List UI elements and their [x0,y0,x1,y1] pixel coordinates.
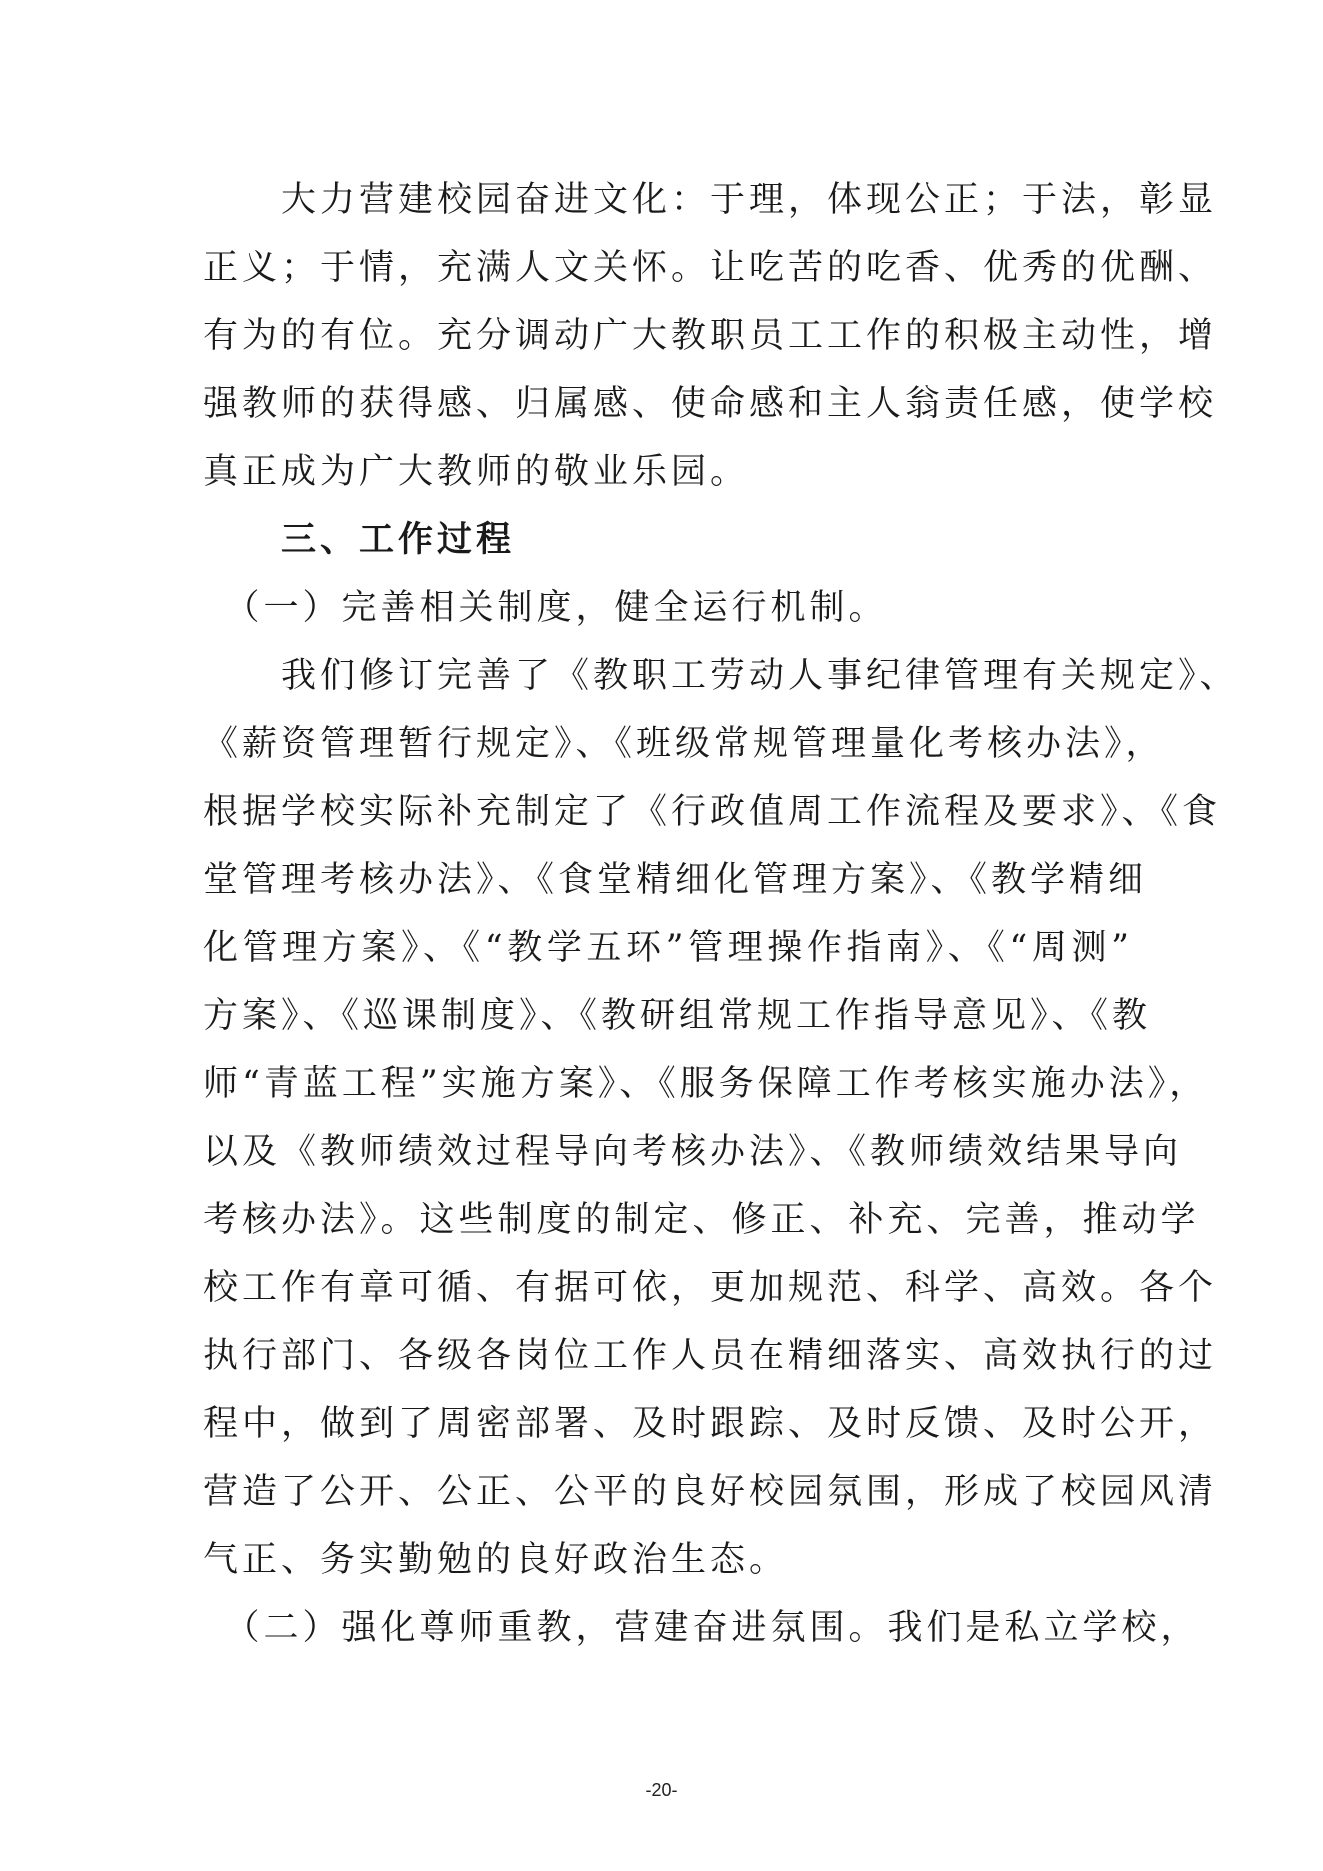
paragraph-line: 正义；于情，充满人文关怀。让吃苦的吃香、优秀的优酬、 [203,248,1218,288]
paragraph-line: 程中，做到了周密部署、及时跟踪、及时反馈、及时公开， [203,1404,1218,1444]
paragraph-line: 以及《教师绩效过程导向考核办法》、《教师绩效结果导向 [203,1132,1183,1172]
paragraph-line: 气正、务实勤勉的良好政治生态。 [203,1540,789,1580]
paragraph-line: 化管理方案》、《“教学五环”管理操作指南》、《“周测” [203,928,1133,968]
section-heading: 三、工作过程 [203,519,516,560]
paragraph-line: 营造了公开、公正、公平的良好校园氛围，形成了校园风清 [203,1472,1218,1512]
paragraph-line: 真正成为广大教师的敬业乐园。 [203,452,750,492]
paragraph-line: 方案》、《巡课制度》、《教研组常规工作指导意见》、《教 [203,996,1152,1036]
paragraph-line: 校工作有章可循、有据可依，更加规范、科学、高效。各个 [203,1268,1218,1308]
paragraph-line: 有为的有位。充分调动广大教职员工工作的积极主动性，增 [203,316,1218,356]
paragraph-line: 强教师的获得感、归属感、使命感和主人翁责任感，使学校 [203,384,1218,424]
paragraph-line: 堂管理考核办法》、《食堂精细化管理方案》、《教学精细 [203,860,1148,900]
subsection-heading: （一）完善相关制度，健全运行机制。 [203,588,888,628]
paragraph-line: 师“青蓝工程”实施方案》、《服务保障工作考核实施办法》， [203,1064,1209,1104]
paragraph-line: 我们修订完善了《教职工劳动人事纪律管理有关规定》、 [203,656,1239,696]
paragraph-line: 根据学校实际补充制定了《行政值周工作流程及要求》、《食 [203,792,1222,832]
paragraph-line: （二）强化尊师重教，营建奋进氛围。我们是私立学校， [203,1608,1200,1648]
paragraph-line: 考核办法》。这些制度的制定、修正、补充、完善，推动学 [203,1200,1200,1240]
page-number: -20- [645,1780,678,1800]
paragraph-line: 大力营建校园奋进文化：于理，体现公正；于法，彰显 [203,180,1218,220]
paragraph-line: 《薪资管理暂行规定》、《班级常规管理量化考核办法》， [203,724,1165,764]
paragraph-line: 执行部门、各级各岗位工作人员在精细落实、高效执行的过 [203,1336,1218,1376]
